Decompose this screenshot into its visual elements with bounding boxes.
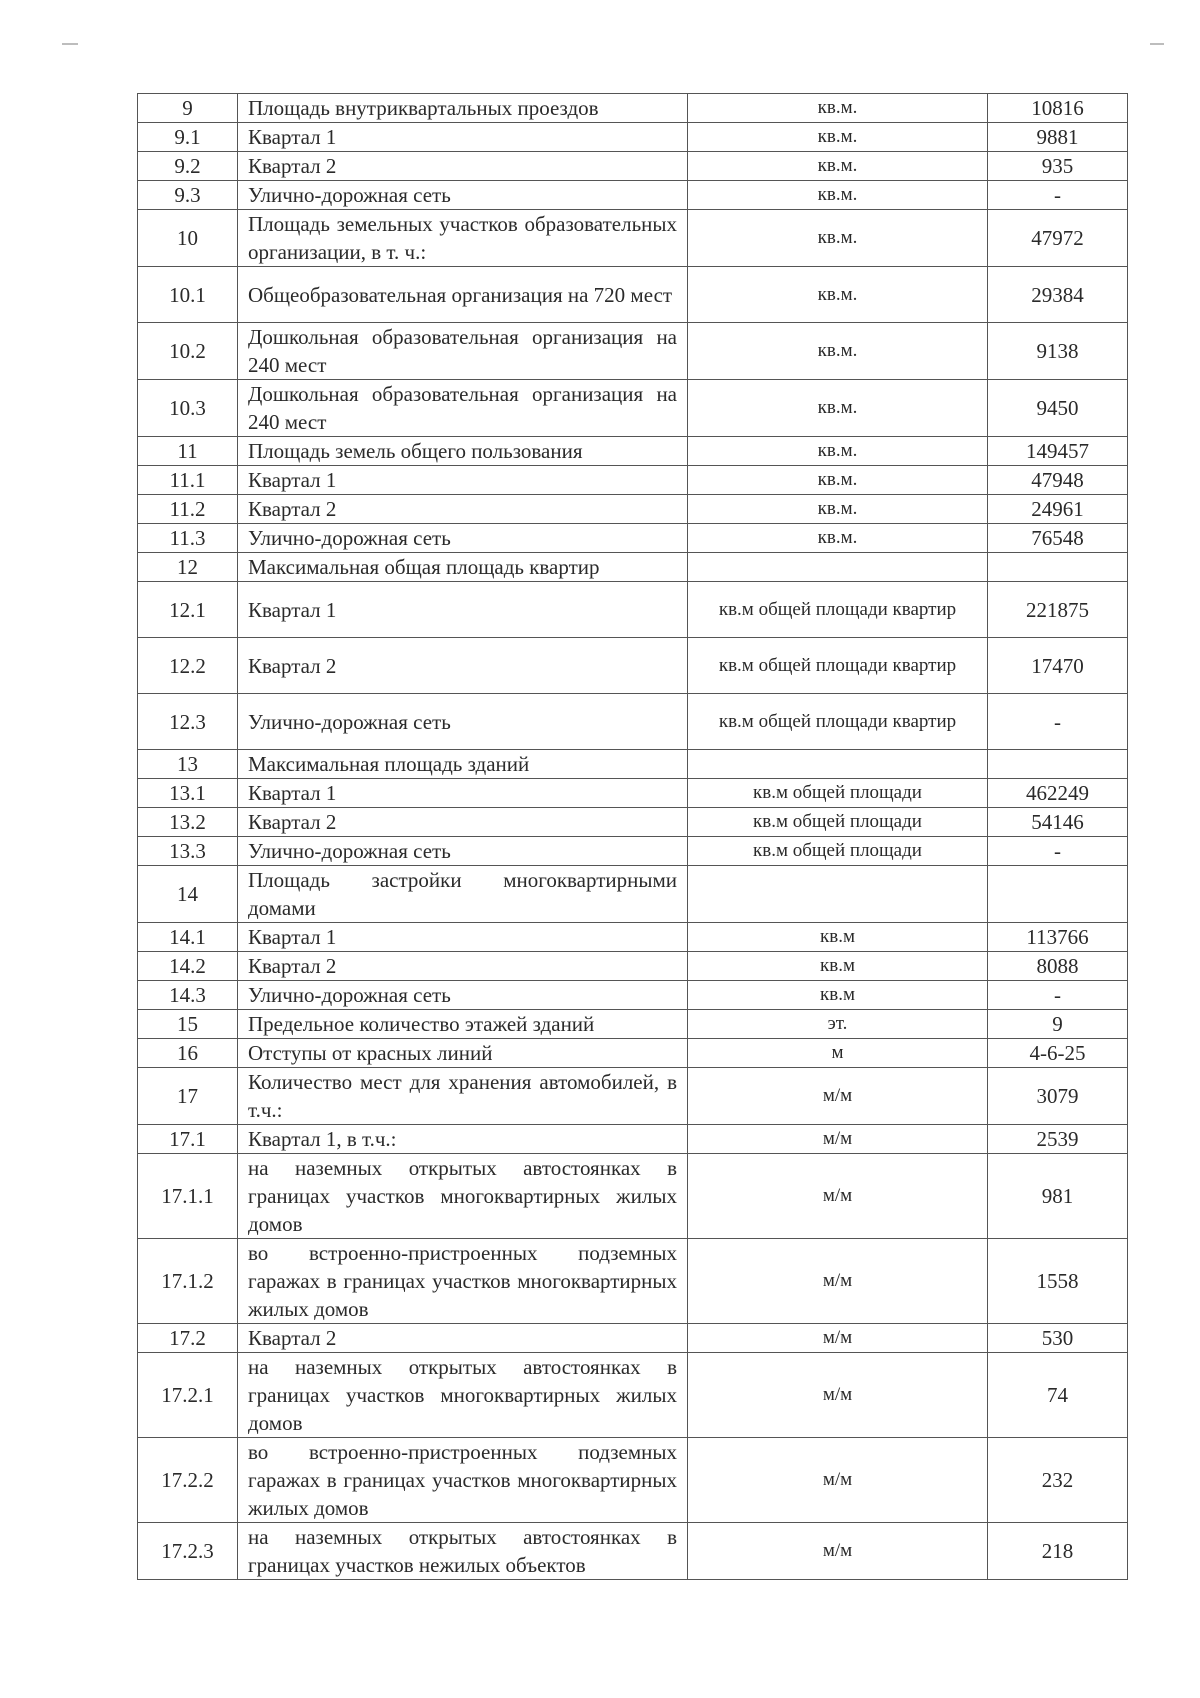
row-number: 17.2.3 <box>138 1523 238 1580</box>
row-name: Предельное количество этажей зданий <box>238 1010 688 1039</box>
row-number: 13.1 <box>138 779 238 808</box>
row-value: 9 <box>988 1010 1128 1039</box>
table-row <box>138 210 1128 267</box>
table-row <box>138 495 1128 524</box>
table-row <box>138 553 1128 582</box>
table-row <box>138 694 1128 750</box>
row-number: 12 <box>138 553 238 582</box>
row-name: Общеобразовательная организация на 720 мест <box>238 267 688 323</box>
row-unit: кв.м. <box>688 495 988 524</box>
row-value: - <box>988 837 1128 866</box>
row-value: 3079 <box>988 1068 1128 1125</box>
row-value: 17470 <box>988 638 1128 694</box>
row-number: 13.3 <box>138 837 238 866</box>
row-number: 13 <box>138 750 238 779</box>
row-number: 10.3 <box>138 380 238 437</box>
row-value: 113766 <box>988 923 1128 952</box>
row-value: 232 <box>988 1438 1128 1523</box>
row-number: 12.2 <box>138 638 238 694</box>
row-value: - <box>988 981 1128 1010</box>
row-unit: кв.м общей площади квартир <box>688 638 988 694</box>
row-name: Максимальная площадь зданий <box>238 750 688 779</box>
row-unit: кв.м. <box>688 181 988 210</box>
scan-mark-right <box>1150 43 1164 45</box>
row-value: 74 <box>988 1353 1128 1438</box>
row-number: 11.1 <box>138 466 238 495</box>
row-value: 530 <box>988 1324 1128 1353</box>
row-number: 10.2 <box>138 323 238 380</box>
row-value: 76548 <box>988 524 1128 553</box>
row-unit: эт. <box>688 1010 988 1039</box>
row-unit: м/м <box>688 1438 988 1523</box>
table-row <box>138 582 1128 638</box>
row-unit <box>688 866 988 923</box>
row-value: 4-6-25 <box>988 1039 1128 1068</box>
table-row <box>138 779 1128 808</box>
row-name: Квартал 2 <box>238 638 688 694</box>
table-row <box>138 466 1128 495</box>
row-unit: кв.м. <box>688 152 988 181</box>
row-unit: м/м <box>688 1125 988 1154</box>
row-value: 149457 <box>988 437 1128 466</box>
row-name: Квартал 1 <box>238 123 688 152</box>
table-row <box>138 1039 1128 1068</box>
row-unit: м/м <box>688 1239 988 1324</box>
table-row <box>138 1324 1128 1353</box>
row-value: 29384 <box>988 267 1128 323</box>
table-row <box>138 437 1128 466</box>
table-row <box>138 1154 1128 1239</box>
row-unit: кв.м <box>688 981 988 1010</box>
row-unit <box>688 750 988 779</box>
row-name: Улично-дорожная сеть <box>238 694 688 750</box>
row-number: 11 <box>138 437 238 466</box>
row-unit: кв.м. <box>688 323 988 380</box>
row-unit: м/м <box>688 1523 988 1580</box>
row-value: 981 <box>988 1154 1128 1239</box>
row-number: 14 <box>138 866 238 923</box>
row-value <box>988 750 1128 779</box>
row-value: 10816 <box>988 94 1128 123</box>
table-row <box>138 981 1128 1010</box>
table-row <box>138 952 1128 981</box>
row-unit: кв.м. <box>688 380 988 437</box>
row-number: 16 <box>138 1039 238 1068</box>
row-unit: кв.м. <box>688 267 988 323</box>
row-unit: кв.м общей площади <box>688 837 988 866</box>
row-unit: кв.м. <box>688 94 988 123</box>
row-value: 221875 <box>988 582 1128 638</box>
row-number: 17.1.1 <box>138 1154 238 1239</box>
row-value: 8088 <box>988 952 1128 981</box>
row-number: 14.2 <box>138 952 238 981</box>
table-row <box>138 181 1128 210</box>
row-name: Площадь земель общего пользования <box>238 437 688 466</box>
row-name: Дошкольная образовательная организация на 240 мест <box>238 323 688 380</box>
table-row <box>138 808 1128 837</box>
row-number: 17.2 <box>138 1324 238 1353</box>
row-name: на наземных открытых автостоянках в границах участков нежилых объектов <box>238 1523 688 1580</box>
row-unit: м/м <box>688 1154 988 1239</box>
row-name: Улично-дорожная сеть <box>238 837 688 866</box>
row-number: 10 <box>138 210 238 267</box>
row-name: Дошкольная образовательная организация на 240 мест <box>238 380 688 437</box>
row-name: Улично-дорожная сеть <box>238 981 688 1010</box>
row-name: Квартал 2 <box>238 152 688 181</box>
row-value: 9881 <box>988 123 1128 152</box>
row-number: 17.2.1 <box>138 1353 238 1438</box>
row-value: 9138 <box>988 323 1128 380</box>
row-value: 54146 <box>988 808 1128 837</box>
table-row <box>138 524 1128 553</box>
row-name: Квартал 1, в т.ч.: <box>238 1125 688 1154</box>
row-number: 12.3 <box>138 694 238 750</box>
row-number: 9.3 <box>138 181 238 210</box>
row-number: 11.3 <box>138 524 238 553</box>
row-name: Улично-дорожная сеть <box>238 524 688 553</box>
table-body <box>138 94 1128 1580</box>
row-unit: кв.м общей площади квартир <box>688 582 988 638</box>
table-row <box>138 638 1128 694</box>
row-number: 17.1.2 <box>138 1239 238 1324</box>
table-row <box>138 1125 1128 1154</box>
table-row <box>138 1239 1128 1324</box>
table-row <box>138 1068 1128 1125</box>
row-number: 17 <box>138 1068 238 1125</box>
row-unit: кв.м общей площади квартир <box>688 694 988 750</box>
row-unit: кв.м <box>688 952 988 981</box>
table-row <box>138 94 1128 123</box>
row-number: 14.3 <box>138 981 238 1010</box>
row-unit: кв.м. <box>688 466 988 495</box>
row-value: 218 <box>988 1523 1128 1580</box>
row-name: Площадь внутриквартальных проездов <box>238 94 688 123</box>
table-row <box>138 837 1128 866</box>
row-number: 9 <box>138 94 238 123</box>
row-number: 15 <box>138 1010 238 1039</box>
row-number: 17.1 <box>138 1125 238 1154</box>
row-name: Квартал 2 <box>238 808 688 837</box>
row-unit: кв.м. <box>688 437 988 466</box>
row-unit: м/м <box>688 1324 988 1353</box>
table-row <box>138 152 1128 181</box>
row-unit: м/м <box>688 1353 988 1438</box>
row-unit: кв.м общей площади <box>688 779 988 808</box>
row-number: 10.1 <box>138 267 238 323</box>
row-name: Квартал 2 <box>238 1324 688 1353</box>
row-name: на наземных открытых автостоянках в границах участков многоквартирных жилых домов <box>238 1154 688 1239</box>
table-row <box>138 1523 1128 1580</box>
row-value: 935 <box>988 152 1128 181</box>
row-name: Площадь земельных участков образовательных организации, в т. ч.: <box>238 210 688 267</box>
row-number: 9.2 <box>138 152 238 181</box>
row-unit: кв.м. <box>688 123 988 152</box>
table-row <box>138 923 1128 952</box>
table-row <box>138 1438 1128 1523</box>
row-name: во встроенно-пристроенных подземных гаражах в границах участков многоквартирных жилых домов <box>238 1239 688 1324</box>
row-number: 17.2.2 <box>138 1438 238 1523</box>
row-unit: кв.м общей площади <box>688 808 988 837</box>
scan-mark-left <box>62 43 78 45</box>
row-value: 9450 <box>988 380 1128 437</box>
row-value <box>988 866 1128 923</box>
row-name: Квартал 2 <box>238 952 688 981</box>
table-row <box>138 1010 1128 1039</box>
row-name: Количество мест для хранения автомобилей, в т.ч.: <box>238 1068 688 1125</box>
table-row <box>138 267 1128 323</box>
row-value: 47948 <box>988 466 1128 495</box>
row-value: 47972 <box>988 210 1128 267</box>
row-name: Квартал 1 <box>238 779 688 808</box>
row-name: Квартал 1 <box>238 582 688 638</box>
row-number: 12.1 <box>138 582 238 638</box>
row-unit: кв.м <box>688 923 988 952</box>
row-name: Квартал 2 <box>238 495 688 524</box>
row-value: 2539 <box>988 1125 1128 1154</box>
row-name: на наземных открытых автостоянках в границах участков многоквартирных жилых домов <box>238 1353 688 1438</box>
row-unit: кв.м. <box>688 524 988 553</box>
row-name: Максимальная общая площадь квартир <box>238 553 688 582</box>
table-row <box>138 750 1128 779</box>
row-number: 11.2 <box>138 495 238 524</box>
row-number: 9.1 <box>138 123 238 152</box>
table-row <box>138 380 1128 437</box>
table-row <box>138 323 1128 380</box>
table-row <box>138 123 1128 152</box>
row-name: Отступы от красных линий <box>238 1039 688 1068</box>
table-row <box>138 1353 1128 1438</box>
row-value: 462249 <box>988 779 1128 808</box>
row-value: 1558 <box>988 1239 1128 1324</box>
row-name: Площадь застройки многоквартирными домами <box>238 866 688 923</box>
row-name: Квартал 1 <box>238 923 688 952</box>
row-number: 13.2 <box>138 808 238 837</box>
row-value: - <box>988 181 1128 210</box>
row-value: - <box>988 694 1128 750</box>
row-value <box>988 553 1128 582</box>
row-unit: м/м <box>688 1068 988 1125</box>
row-name: Улично-дорожная сеть <box>238 181 688 210</box>
indicators-table <box>137 93 1128 1580</box>
row-name: во встроенно-пристроенных подземных гаражах в границах участков многоквартирных жилых домов <box>238 1438 688 1523</box>
table-row <box>138 866 1128 923</box>
row-unit: кв.м. <box>688 210 988 267</box>
row-value: 24961 <box>988 495 1128 524</box>
row-unit <box>688 553 988 582</box>
row-unit: м <box>688 1039 988 1068</box>
row-name: Квартал 1 <box>238 466 688 495</box>
row-number: 14.1 <box>138 923 238 952</box>
